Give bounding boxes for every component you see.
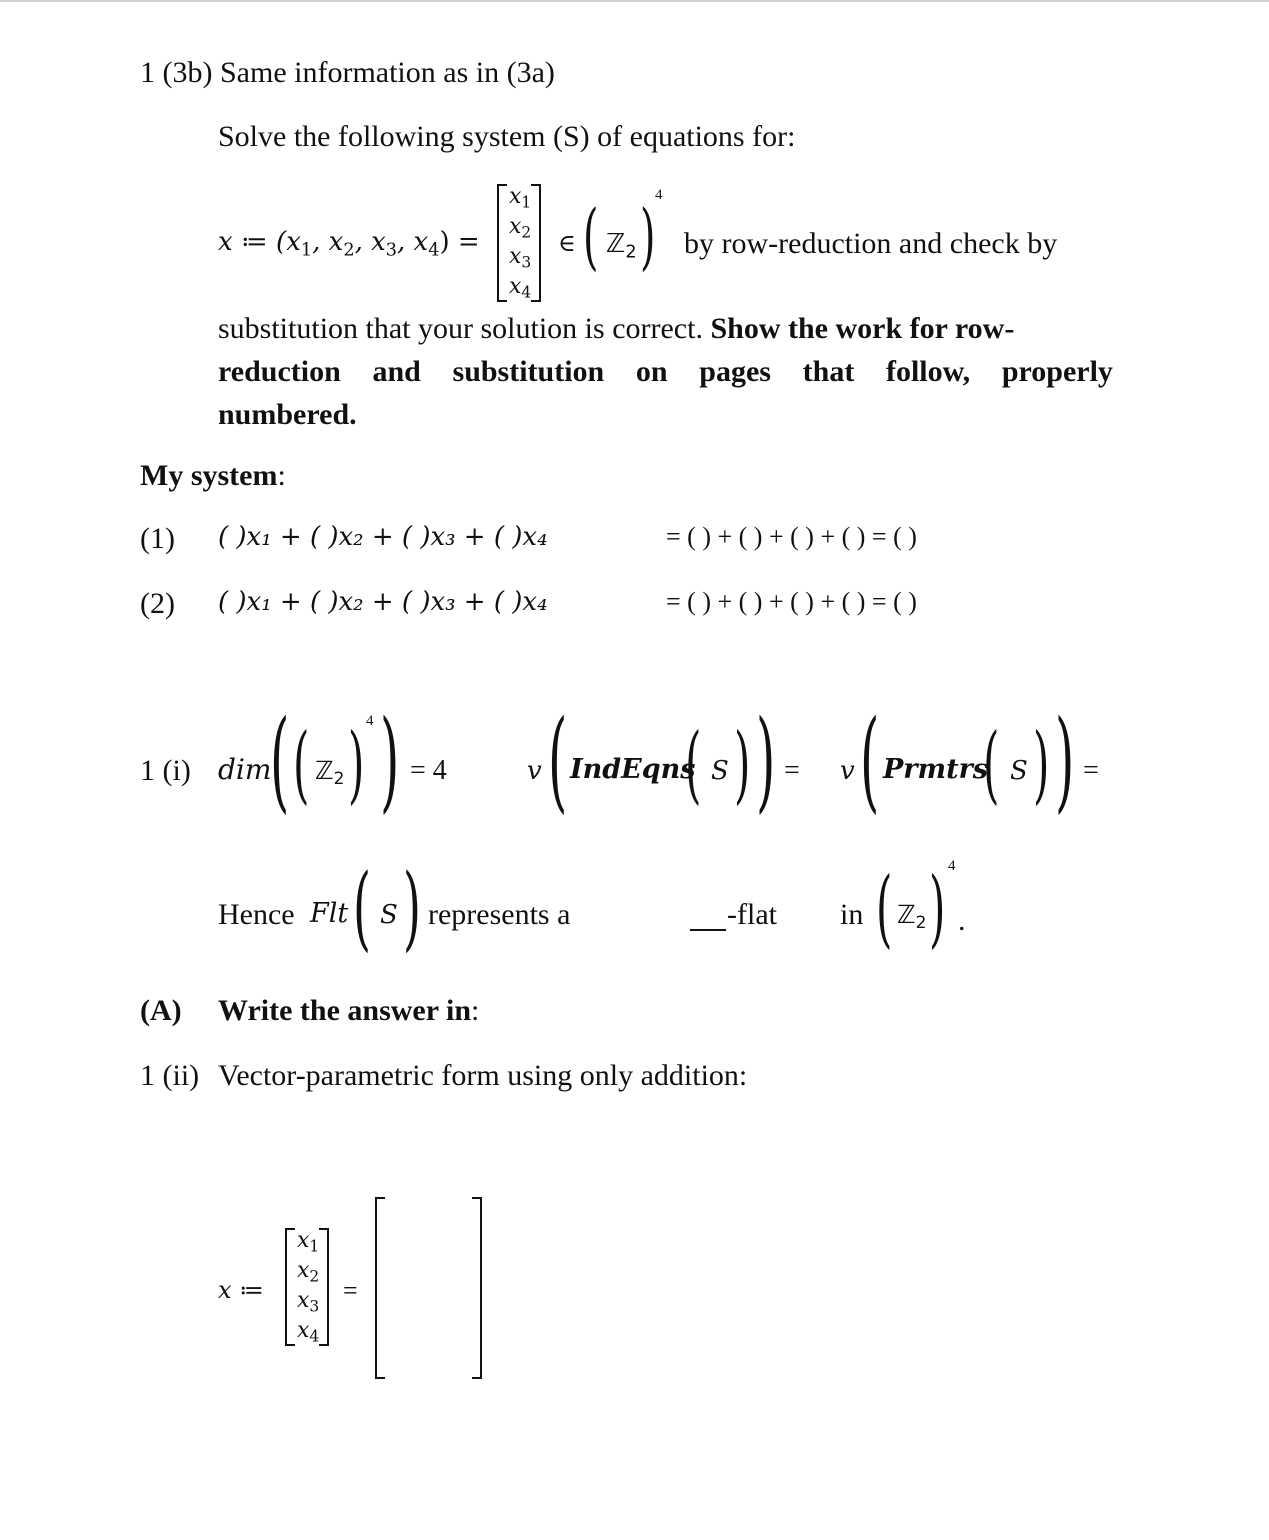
by-row-reduction-text: by row-reduction and check by: [684, 227, 1058, 260]
nu-equals-2: =: [1083, 755, 1099, 786]
dim-text: dim: [218, 753, 272, 786]
nu-2: v: [840, 756, 855, 786]
flat-text: -flat: [727, 898, 777, 931]
part-a-text: Write the answer in:: [218, 994, 480, 1027]
bold-instruction-line: reduction and substitution on pages that follow, properly: [218, 355, 1113, 388]
bold-instruction-numbered: numbered.: [218, 398, 357, 431]
part-ii-text: Vector-parametric form using only addition:: [218, 1059, 748, 1092]
dim-inner-left-paren: (: [293, 715, 310, 813]
prmtrs-s: S: [1010, 756, 1028, 786]
in-field-right-paren: ): [929, 859, 946, 957]
nu-1-right-paren: ): [756, 696, 776, 824]
equation-1-number: (1): [140, 522, 175, 555]
field-z2: ℤ$_2$: [606, 229, 637, 263]
nu-2-left-paren: (: [860, 696, 880, 824]
indeqns-s: S: [711, 756, 729, 786]
nu-1: v: [527, 756, 542, 786]
dim-outer-left-paren: (: [270, 696, 290, 824]
power-4: 4: [655, 187, 663, 203]
column-vector-x: [497, 184, 541, 302]
in-field-z2: ℤ$_2$: [897, 900, 927, 934]
part-ii-label: 1 (ii): [140, 1059, 200, 1092]
vector2-entry-3: $x_3$: [297, 1288, 320, 1316]
in-field-power-4: 4: [948, 858, 956, 874]
indeqns-right-paren: ): [734, 715, 751, 813]
column-vector-x-2: [285, 1228, 329, 1346]
vector-entry-4: $x_4$: [509, 274, 532, 302]
right-paren-field: ): [640, 194, 656, 278]
equation-1-rhs: = ( ) + ( ) + ( ) + ( ) = ( ): [666, 522, 917, 551]
substitution-line: substitution that your solution is correct. Show the work for row-: [218, 312, 1015, 345]
x-def-rhs-tail: ) =: [439, 227, 480, 257]
part-a-label: (A): [140, 994, 182, 1027]
equation-2-number: (2): [140, 587, 175, 620]
flat-blank-line: [690, 929, 726, 931]
in-text: in: [840, 898, 864, 931]
equation-1-lhs: ( )x₁ + ( )x₂ + ( )x₃ + ( )x₄: [218, 522, 548, 552]
equation-2-rhs: = ( ) + ( ) + ( ) + ( ) = ( ): [666, 587, 917, 616]
flt-left-paren: (: [353, 854, 371, 961]
x-def-lhs: x ≔ (x: [218, 227, 301, 257]
in-field-left-paren: (: [876, 859, 893, 957]
vector-entry-1: $x_1$: [509, 184, 532, 212]
nu-1-left-paren: (: [548, 696, 568, 824]
flt-text: Flt: [310, 898, 349, 929]
vector2-entry-2: $x_2$: [297, 1258, 320, 1286]
x-definition: x ≔ ($x_1$, $x_2$, $x_3$, $x_4$) =: [218, 227, 480, 261]
element-of-symbol: ∈: [558, 231, 576, 257]
page-top-rule: [0, 0, 1269, 2]
vector-entry-2: $x_2$: [509, 214, 532, 242]
hence-text: Hence: [218, 898, 295, 931]
indeqns-text: IndEqns: [570, 754, 696, 785]
vector-entry-3: $x_3$: [509, 244, 532, 272]
indeqns-left-paren: (: [685, 715, 702, 813]
equation-2-lhs: ( )x₁ + ( )x₂ + ( )x₃ + ( )x₄: [218, 587, 548, 617]
prmtrs-left-paren: (: [983, 715, 1000, 813]
dim-outer-right-paren: ): [380, 696, 400, 824]
nu-equals-1: =: [784, 755, 800, 786]
dim-power-4: 4: [366, 713, 374, 729]
part-i-label: 1 (i): [140, 754, 191, 787]
prmtrs-right-paren: ): [1033, 715, 1050, 813]
problem-heading: 1 (3b) Same information as in (3a): [140, 56, 555, 89]
dim-inner-right-paren: ): [348, 715, 365, 813]
x-assign: x ≔: [218, 1276, 264, 1304]
dim-equals-4: = 4: [410, 755, 447, 786]
left-paren-field: (: [583, 194, 599, 278]
vector2-entry-1: $x_1$: [297, 1228, 320, 1256]
flt-right-paren: ): [403, 854, 421, 961]
flt-s: S: [380, 900, 398, 930]
my-system-label: My system:: [140, 459, 286, 492]
represents-text: represents a: [428, 898, 571, 931]
vector2-entry-4: $x_4$: [297, 1318, 320, 1346]
vector-equals: =: [343, 1276, 358, 1305]
hence-period: .: [958, 904, 966, 937]
nu-2-right-paren: ): [1055, 696, 1075, 824]
prmtrs-text: Prmtrs: [883, 754, 988, 785]
dim-field-z2: ℤ$_2$: [315, 756, 345, 790]
instruction-text: Solve the following system (S) of equations for:: [218, 120, 796, 153]
answer-bracket: [375, 1197, 482, 1379]
